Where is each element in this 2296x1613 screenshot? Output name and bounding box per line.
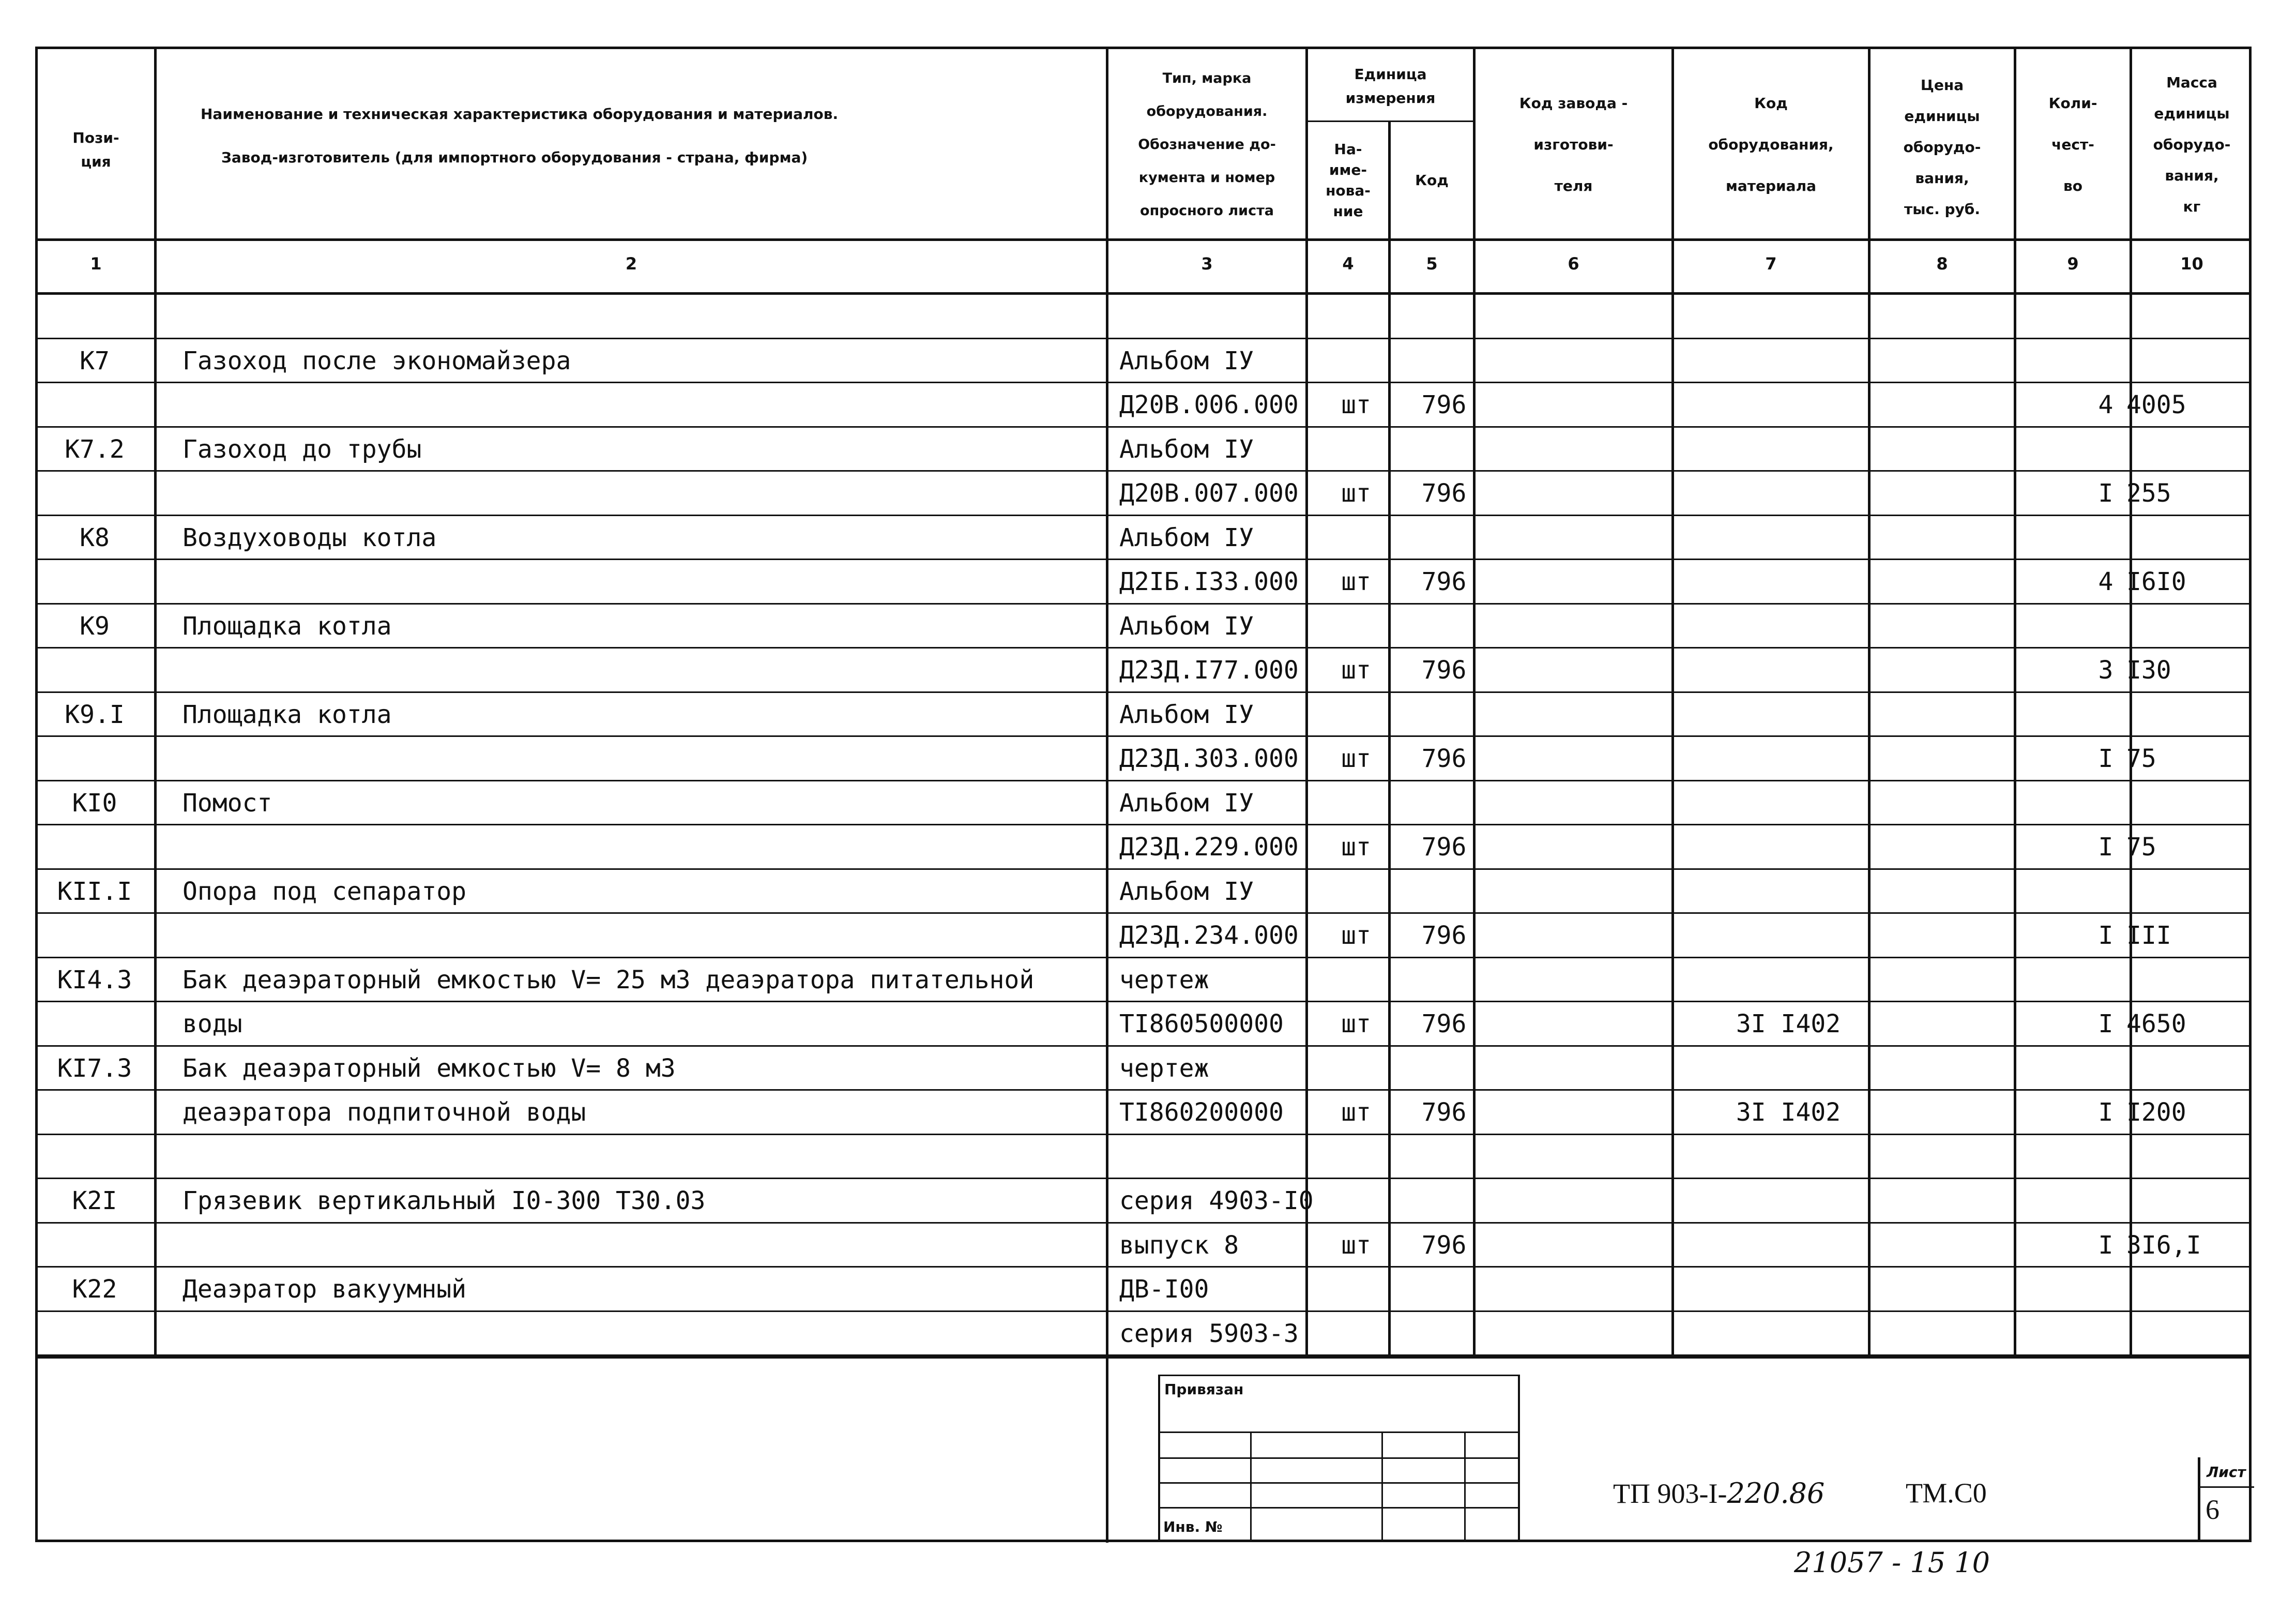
mass-cell: 75 [2126, 833, 2156, 862]
bound-label: Привязан [1164, 1381, 1244, 1398]
position-cell: К8 [80, 523, 110, 552]
table-row [38, 781, 2252, 826]
position-cell: КII.I [57, 877, 132, 906]
header-col5: Код [1415, 172, 1449, 189]
unit-name-cell: шт [1341, 1098, 1371, 1127]
position-cell: КI7.3 [57, 1053, 132, 1083]
document-cell: Альбом IУ [1119, 700, 1254, 729]
document-cell: TI860200000 [1119, 1098, 1284, 1127]
header-col6: Код завода - изготови- теля [1519, 95, 1628, 194]
mass-cell: 3I6,I [2126, 1230, 2201, 1260]
document-cell: ДВ-I00 [1119, 1275, 1209, 1304]
table-row [38, 1091, 2252, 1135]
header-col8: Цена единицы оборудо- вания, тыс. руб. [1903, 77, 1981, 218]
unit-group-divider [1305, 120, 1473, 122]
document-cell: Альбом IУ [1119, 877, 1254, 906]
table-row [38, 516, 2252, 561]
unit-name-cell: шт [1341, 744, 1371, 773]
col-number: 9 [2067, 254, 2079, 274]
document-cell: Альбом IУ [1119, 434, 1254, 464]
document-cell: Д23Д.229.000 [1119, 833, 1299, 862]
document-mark: ТМ.С0 [1906, 1478, 1987, 1509]
document-cell: Д2IБ.I33.000 [1119, 567, 1299, 596]
mass-cell: I6I0 [2126, 567, 2186, 596]
quantity-cell: 4 [2098, 567, 2113, 596]
col-number: 8 [1936, 254, 1948, 274]
unit-code-cell: 796 [1421, 1009, 1467, 1038]
mass-cell: 75 [2126, 744, 2156, 773]
position-cell: К7 [80, 346, 110, 375]
header-divider [38, 238, 2252, 241]
unit-name-cell: шт [1341, 567, 1371, 596]
col-number: 2 [625, 254, 637, 274]
document-cell: Д23Д.I77.000 [1119, 656, 1299, 685]
equipment-code-cell: 3I I402 [1736, 1098, 1841, 1127]
quantity-cell: I [2098, 1230, 2113, 1260]
unit-name-cell: шт [1341, 1009, 1371, 1038]
unit-code-cell: 796 [1421, 921, 1467, 950]
header-col2-line2: Завод-изготовитель (для импортного оборудования - страна, фирма) [221, 149, 808, 166]
unit-code-cell: 796 [1421, 744, 1467, 773]
header-col2-line1: Наименование и техническая характеристика оборудования и материалов. [201, 105, 839, 123]
col-number: 5 [1426, 254, 1438, 274]
document-cell: Альбом IУ [1119, 788, 1254, 818]
table-row [38, 605, 2252, 649]
table-row [38, 1268, 2252, 1312]
name-cell: воды [183, 1009, 242, 1038]
sheet-number: 6 [2206, 1494, 2219, 1525]
position-cell: К9 [80, 611, 110, 641]
unit-code-cell: 796 [1421, 833, 1467, 862]
inventory-label: Инв. № [1163, 1518, 1223, 1535]
unit-name-cell: шт [1341, 390, 1371, 419]
col-number: 3 [1201, 254, 1213, 274]
name-cell: деаэратора подпиточной воды [183, 1098, 586, 1127]
mass-cell: 255 [2126, 479, 2171, 508]
position-cell: К22 [72, 1275, 117, 1304]
col-number: 10 [2180, 254, 2203, 274]
unit-code-cell: 796 [1421, 1230, 1467, 1260]
mass-cell: 4005 [2126, 390, 2186, 419]
name-cell: Деаэратор вакуумный [183, 1275, 467, 1304]
table-row [38, 295, 2252, 339]
name-cell: Площадка котла [183, 611, 392, 641]
name-cell: Площадка котла [183, 700, 392, 729]
unit-code-cell: 796 [1421, 656, 1467, 685]
document-cell: чертеж [1119, 965, 1209, 994]
position-cell: К2I [72, 1186, 117, 1215]
table-bottom [38, 1356, 2252, 1359]
document-cell: Д23Д.303.000 [1119, 744, 1299, 773]
archive-number: 21057 - 15 10 [1794, 1546, 1990, 1579]
mass-cell: 4650 [2126, 1009, 2186, 1038]
name-cell: Газоход до трубы [183, 434, 422, 464]
table-row [38, 649, 2252, 693]
table-row [38, 958, 2252, 1003]
col-number: 6 [1568, 254, 1579, 274]
document-code [1613, 1477, 1824, 1510]
position-cell: КI0 [72, 788, 117, 818]
name-cell: Грязевик вертикальный I0-300 Т30.03 [183, 1186, 706, 1215]
document-cell: Альбом IУ [1119, 611, 1254, 641]
header-col9: Коли- чест- во [2048, 95, 2097, 194]
document-cell: серия 5903-3 [1119, 1319, 1299, 1348]
title-block-grid [1158, 1375, 1520, 1540]
table-row [38, 472, 2252, 516]
col-number: 1 [90, 254, 102, 274]
header-col7: Код оборудования, материала [1708, 95, 1834, 194]
quantity-cell: 4 [2098, 390, 2113, 419]
document-cell: серия 4903-I0 [1119, 1186, 1314, 1215]
table-row [38, 560, 2252, 605]
table-row [38, 1047, 2252, 1091]
name-cell: Помост [183, 788, 272, 818]
unit-name-cell: шт [1341, 1230, 1371, 1260]
position-cell: К9.I [65, 700, 125, 729]
document-cell: чертеж [1119, 1053, 1209, 1083]
quantity-cell: I [2098, 921, 2113, 950]
header-col4: На- име- нова- ние [1326, 141, 1371, 220]
table-row [38, 737, 2252, 781]
name-cell: Опора под сепаратор [183, 877, 467, 906]
document-cell: Д23Д.234.000 [1119, 921, 1299, 950]
quantity-cell: I [2098, 833, 2113, 862]
unit-code-cell: 796 [1421, 567, 1467, 596]
name-cell: Газоход после экономайзера [183, 346, 571, 375]
quantity-cell: I [2098, 479, 2113, 508]
unit-code-cell: 796 [1421, 1098, 1467, 1127]
unit-code-cell: 796 [1421, 479, 1467, 508]
quantity-cell: I [2098, 1098, 2113, 1127]
quantity-cell: I [2098, 1009, 2113, 1038]
unit-name-cell: шт [1341, 479, 1371, 508]
table-row [38, 428, 2252, 472]
table-row [38, 825, 2252, 870]
document-cell: TI860500000 [1119, 1009, 1284, 1038]
document-code-number: 220.86 [1727, 1477, 1825, 1510]
table-row [38, 693, 2252, 737]
header-col1: Пози- ция [72, 129, 119, 170]
table-row [38, 914, 2252, 958]
table-row [38, 870, 2252, 914]
document-cell: выпуск 8 [1119, 1230, 1239, 1260]
document-cell: Альбом IУ [1119, 346, 1254, 375]
name-cell: Бак деаэраторный емкостью V= 8 м3 [183, 1053, 676, 1083]
name-cell: Воздуховоды котла [183, 523, 437, 552]
document-cell: Д20В.007.000 [1119, 479, 1299, 508]
unit-code-cell: 796 [1421, 390, 1467, 419]
header-col10: Масса единицы оборудо- вания, кг [2153, 74, 2231, 215]
specification-table [35, 47, 2252, 1542]
header-col3: Тип, марка оборудования. Обозначение до- кумента и номер опросного листа [1138, 70, 1276, 219]
col-number: 4 [1342, 254, 1354, 274]
mass-cell: I30 [2126, 656, 2171, 685]
table-row [38, 383, 2252, 428]
unit-name-cell: шт [1341, 921, 1371, 950]
sheet-label: Лист [2207, 1464, 2246, 1481]
name-cell: Бак деаэраторный емкостью V= 25 м3 деаэратора питательной [183, 965, 1035, 994]
document-cell: Д20В.006.000 [1119, 390, 1299, 419]
table-row [38, 1179, 2252, 1224]
table-row [38, 339, 2252, 384]
table-row [38, 1312, 2252, 1356]
col-number: 7 [1765, 254, 1777, 274]
unit-name-cell: шт [1341, 656, 1371, 685]
table-row [38, 1224, 2252, 1268]
header-unit-group: Единица измерения [1345, 66, 1436, 107]
table-row [38, 1002, 2252, 1047]
quantity-cell: 3 [2098, 656, 2113, 685]
equipment-code-cell: 3I I402 [1736, 1009, 1841, 1038]
sheet-number-box [2198, 1457, 2252, 1542]
document-cell: Альбом IУ [1119, 523, 1254, 552]
table-row [38, 1135, 2252, 1180]
position-cell: К7.2 [65, 434, 125, 464]
unit-name-cell: шт [1341, 833, 1371, 862]
mass-cell: III [2126, 921, 2171, 950]
quantity-cell: I [2098, 744, 2113, 773]
document-code-prefix: ТП 903-I- [1613, 1478, 1727, 1509]
position-cell: КI4.3 [57, 965, 132, 994]
mass-cell: I200 [2126, 1098, 2186, 1127]
